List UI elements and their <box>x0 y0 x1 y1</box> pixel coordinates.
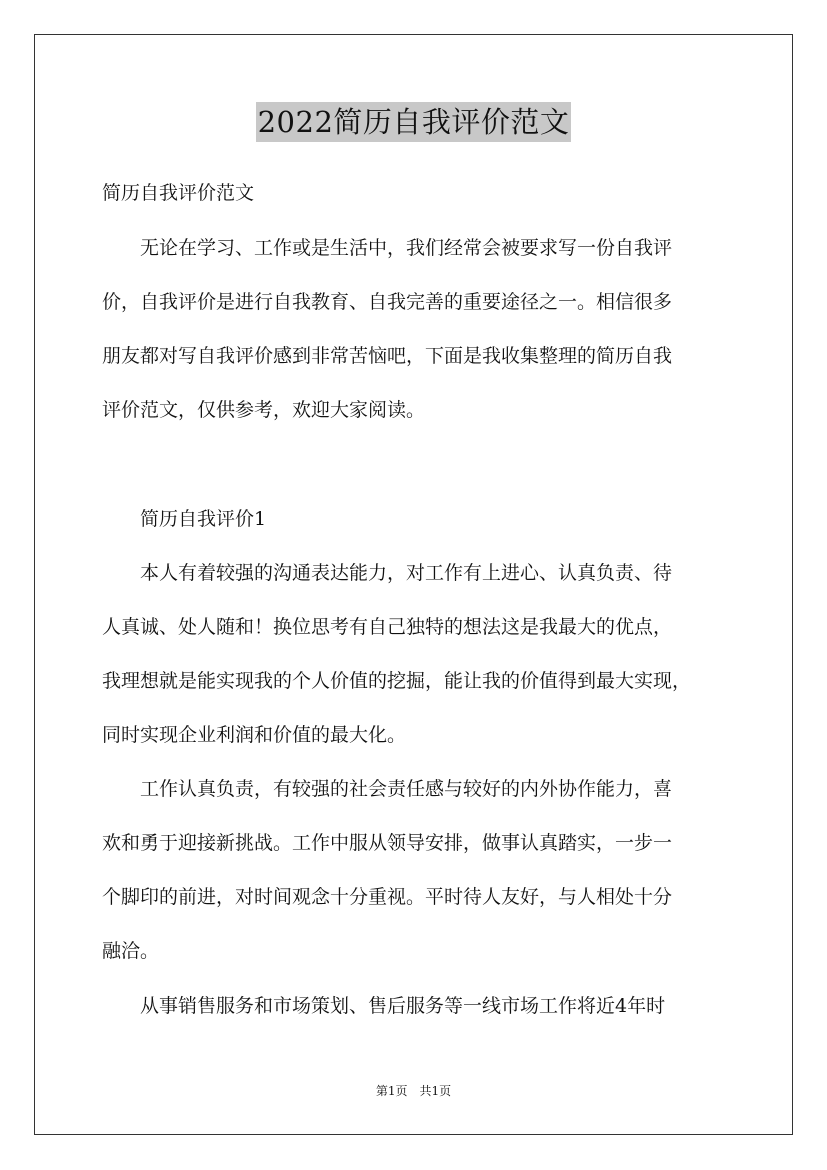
body-line: 价，自我评价是进行自我教育、自我完善的重要途径之一。相信很多 <box>102 291 673 313</box>
body-line: 我理想就是能实现我的个人价值的挖掘，能让我的价值得到最大实现， <box>102 670 692 692</box>
body-line: 个脚印的前进，对时间观念十分重视。平时待人友好，与人相处十分 <box>102 886 673 908</box>
body-line: 朋友都对写自我评价感到非常苦恼吧，下面是我收集整理的简历自我 <box>102 345 673 367</box>
body-line: 无论在学习、工作或是生活中，我们经常会被要求写一份自我评 <box>102 237 673 259</box>
body-line: 从事销售服务和市场策划、售后服务等一线市场工作将近4年时 <box>102 995 666 1017</box>
body-line: 同时实现企业利润和价值的最大化。 <box>102 724 407 746</box>
section-heading: 简历自我评价1 <box>102 508 267 530</box>
page-footer: 第1页 共1页 <box>375 1084 452 1098</box>
title-container <box>0 102 827 142</box>
body-line: 本人有着较强的沟通表达能力，对工作有上进心、认真负责、待 <box>102 562 673 584</box>
document-subtitle: 简历自我评价范文 <box>102 182 255 204</box>
body-line: 融洽。 <box>102 940 160 962</box>
body-line: 工作认真负责，有较强的社会责任感与较好的内外协作能力，喜 <box>102 778 673 800</box>
document-title: 2022简历自我评价范文 <box>256 102 572 142</box>
body-line: 欢和勇于迎接新挑战。工作中服从领导安排，做事认真踏实，一步一 <box>102 832 673 854</box>
body-line: 人真诚、处人随和！换位思考有自己独特的想法这是我最大的优点， <box>102 616 673 638</box>
body-line: 评价范文，仅供参考，欢迎大家阅读。 <box>102 399 426 421</box>
